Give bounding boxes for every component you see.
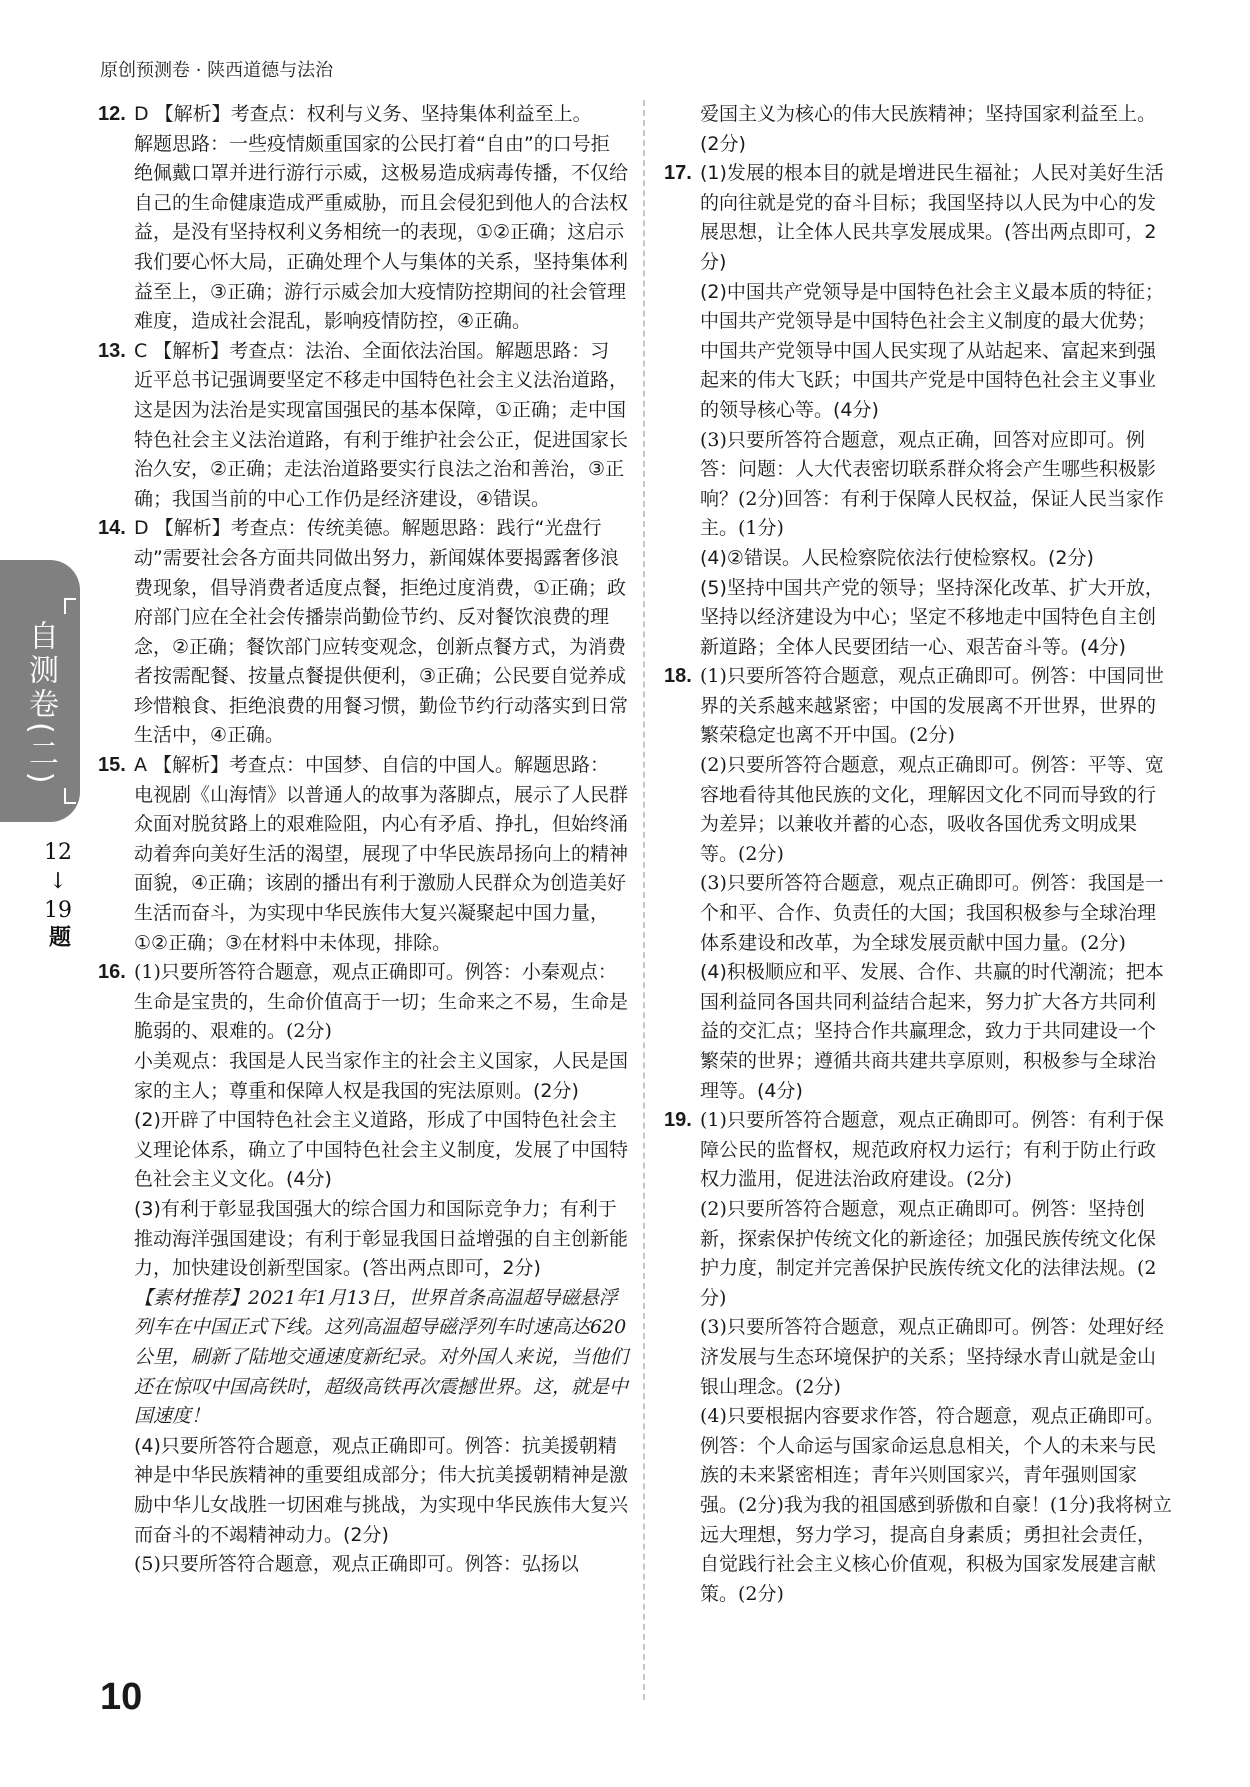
question-number: 18. — [664, 665, 692, 688]
answer-subitem: (3)只要所答符合题意，观点正确即可。例答：处理好经济发展与生态环境保护的关系；坚持绿水青山就是金山银山理念。(2分) — [700, 1316, 1164, 1398]
answer-subitem: (3)只要所答符合题意，观点正确，回答对应即可。例答：问题：人大代表密切联系群众将会产生哪些积极影响？(2分)回答：有利于保障人民权益，保证人民当家作主。(1分) — [700, 428, 1164, 540]
range-suffix: 题 — [45, 925, 71, 947]
answer-subitem: (1)只要所答符合题意，观点正确即可。例答：有利于保障公民的监督权，规范政府权力运行；有利于防止行政权力滥用，促进法治政府建设。(2分) — [700, 1109, 1164, 1191]
column-divider — [643, 100, 645, 1700]
answer-subitem: (3)只要所答符合题意，观点正确即可。例答：我国是一个和平、合作、负责任的大国；我国积极参与全球治理体系建设和改革，为全球发展贡献中国力量。(2分) — [700, 872, 1164, 954]
answer-subitem: (4)只要所答符合题意，观点正确即可。例答：抗美援朝精神是中华民族精神的重要组成部分；伟大抗美援朝精神是激励中华儿女战胜一切困难与挑战，为实现中华民族伟大复兴而奋斗的不竭精神动力。(2分) — [134, 1434, 629, 1546]
question-number: 17. — [664, 162, 692, 185]
left-column — [98, 100, 628, 1580]
page-number: 10 — [100, 1676, 143, 1718]
answer-subitem: (2)中国共产党领导是中国特色社会主义最本质的特征；中国共产党领导是中国特色社会主义制度的最大优势；中国共产党领导中国人民实现了从站起来、富起来到强起来的伟大飞跃；中国共产党是中国特色社会主义事业的领导核心等。(4分) — [700, 280, 1164, 421]
answer-subitem: (1)只要所答符合题意，观点正确即可。例答：小秦观点：生命是宝贵的，生命价值高于一切；生命来之不易，生命是脆弱的、艰难的。(2分) — [134, 961, 629, 1043]
answer-q15 — [98, 751, 628, 958]
answer-q19 — [664, 1106, 1172, 1609]
material-recommendation: 【素材推荐】2021年1月13日，世界首条高温超导磁悬浮列车在中国正式下线。这列高温超导磁浮列车时速高达620公里，刷新了陆地交通速度新纪录。对外国人来说，当他们还在惊叹中国高铁时，超级高铁再次震撼世界。这，就是中国速度！ — [134, 1286, 629, 1428]
question-range — [38, 838, 78, 947]
answer-q16-continued: 爱国主义为核心的伟大民族精神；坚持国家利益至上。(2分) — [700, 103, 1157, 155]
answer-q14 — [98, 514, 628, 751]
answer-subitem: (5)只要所答符合题意，观点正确即可。例答：弘扬以 — [134, 1553, 579, 1576]
question-number: 15. — [98, 754, 126, 777]
answer-subitem: (4)积极顺应和平、发展、合作、共赢的时代潮流；把本国利益同各国共同利益结合起来，努力扩大各方共同利益的交汇点；坚持合作共赢理念，致力于共同建设一个繁荣的世界；遵循共商共建共享原则，积极参与全球治理等。(4分) — [700, 961, 1164, 1102]
range-start: 12 — [44, 840, 72, 865]
answer-subitem: (4)②错误。人民检察院依法行使检察权。(2分) — [700, 546, 1094, 569]
answer-q18 — [664, 662, 1172, 1106]
answer-line: A 【解析】考查点：中国梦、自信的中国人。解题思路：电视剧《山海情》以普通人的故事为落脚点，展示了人民群众面对脱贫路上的艰难险阻，内心有矛盾、挣扎，但始终涌动着奔向美好生活的渴望，展现了中华民族昂扬向上的精神面貌，④正确；该剧的播出有利于激励人民群众为创造美好生活而奋斗，为实现中华民族伟大复兴凝聚起中国力量，①②正确；③在材料中未体现，排除。 — [134, 754, 629, 954]
answer-subitem: (3)有利于彰显我国强大的综合国力和国际竞争力；有利于推动海洋强国建设；有利于彰显我国日益增强的自主创新能力，加快建设创新型国家。(答出两点即可，2分) — [134, 1197, 629, 1280]
answer-line: 解题思路：一些疫情颇重国家的公民打着“自由”的口号拒绝佩戴口罩并进行游行示威，这极易造成病毒传播，不仅给自己的生命健康造成严重威胁，而且会侵犯到他人的合法权益，是没有坚持权利义务相统一的表现，①②正确；这启示我们要心怀大局，正确处理个人与集体的关系，坚持集体利益至上，③正确；游行示威会加大疫情防控期间的社会管理难度，造成社会混乱，影响疫情防控，④正确。 — [134, 132, 629, 333]
answer-subitem: (2)开辟了中国特色社会主义道路，形成了中国特色社会主义理论体系，确立了中国特色社会主义制度，发展了中国特色社会主义文化。(4分) — [134, 1109, 629, 1191]
range-arrow: ↓ — [48, 869, 68, 894]
answer-subitem: (1)只要所答符合题意，观点正确即可。例答：中国同世界的关系越来越紧密；中国的发展离不开世界，世界的繁荣稳定也离不开中国。(2分) — [700, 665, 1164, 747]
side-tab-label: 自测卷(二) — [23, 620, 58, 788]
question-number: 14. — [98, 517, 126, 540]
answer-q13 — [98, 337, 628, 515]
answer-line: D 【解析】考查点：传统美德。解题思路：践行“光盘行动”需要社会各方面共同做出努力，新闻媒体要揭露奢侈浪费现象，倡导消费者适度点餐，拒绝过度消费，①正确；政府部门应在全社会传播崇尚勤俭节约、反对餐饮浪费的理念，②正确；餐饮部门应转变观念，创新点餐方式，为消费者按需配餐、按量点餐提供便利，③正确；公民要自觉养成珍惜粮食、拒绝浪费的用餐习惯，勤俭节约行动落实到日常生活中，④正确。 — [134, 517, 629, 747]
answer-subitem: (2)只要所答符合题意，观点正确即可。例答：坚持创新，探索保护传统文化的新途径；加强民族传统文化保护力度，制定并完善保护民族传统文化的法律法规。(2分) — [700, 1197, 1157, 1309]
right-column — [664, 100, 1172, 1609]
side-tab-bracket-bottom — [64, 788, 76, 804]
answer-subitem: (5)坚持中国共产党的领导；坚持深化改革、扩大开放，坚持以经济建设为中心；坚定不移地走中国特色自主创新道路；全体人民要团结一心、艰苦奋斗等。(4分) — [700, 576, 1164, 658]
answer-subitem: (2)只要所答符合题意，观点正确即可。例答：平等、宽容地看待其他民族的文化，理解因文化不同而导致的行为差异；以兼收并蓄的心态，吸收各国优秀文明成果等。(2分) — [700, 754, 1164, 865]
question-number: 16. — [98, 961, 126, 984]
answer-subitem: 小美观点：我国是人民当家作主的社会主义国家，人民是国家的主人；尊重和保障人权是我国的宪法原则。(2分) — [134, 1050, 629, 1102]
side-tab-bracket-top — [64, 598, 76, 614]
question-number: 12. — [98, 103, 126, 125]
answer-subitem: (4)只要根据内容要求作答，符合题意，观点正确即可。例答：个人命运与国家命运息息相关，个人的未来与民族的未来紧密相连；青年兴则国家兴，青年强则国家强。(2分)我为我的祖国感到骄傲和自豪！(1分)我将树立远大理想，努力学习，提高自身素质；勇担社会责任，自觉践行社会主义核心价值观，积极为国家发展建言献策。(2分) — [700, 1405, 1172, 1605]
range-end: 19 — [44, 898, 72, 923]
answer-line: D 【解析】考查点：权利与义务、坚持集体利益至上。 — [134, 103, 592, 125]
answer-q17 — [664, 159, 1172, 662]
answer-q12 — [98, 100, 628, 337]
answer-line: C 【解析】考查点：法治、全面依法治国。解题思路：习近平总书记强调要坚定不移走中国特色社会主义法治道路，这是因为法治是实现富国强民的基本保障，①正确；走中国特色社会主义法治道路，有利于维护社会公正，促进国家长治久安，②正确；走法治道路要实行良法之治和善治，③正确；我国当前的中心工作仍是经济建设，④错误。 — [134, 339, 629, 510]
page-header: 原创预测卷 · 陕西道德与法治 — [100, 60, 334, 81]
question-number: 13. — [98, 339, 126, 362]
answer-subitem: (1)发展的根本目的就是增进民生福祉；人民对美好生活的向往就是党的奋斗目标；我国坚持以人民为中心的发展思想，让全体人民共享发展成果。(答出两点即可，2分) — [700, 162, 1164, 273]
answer-q16 — [98, 958, 628, 1579]
question-number: 19. — [664, 1109, 692, 1132]
